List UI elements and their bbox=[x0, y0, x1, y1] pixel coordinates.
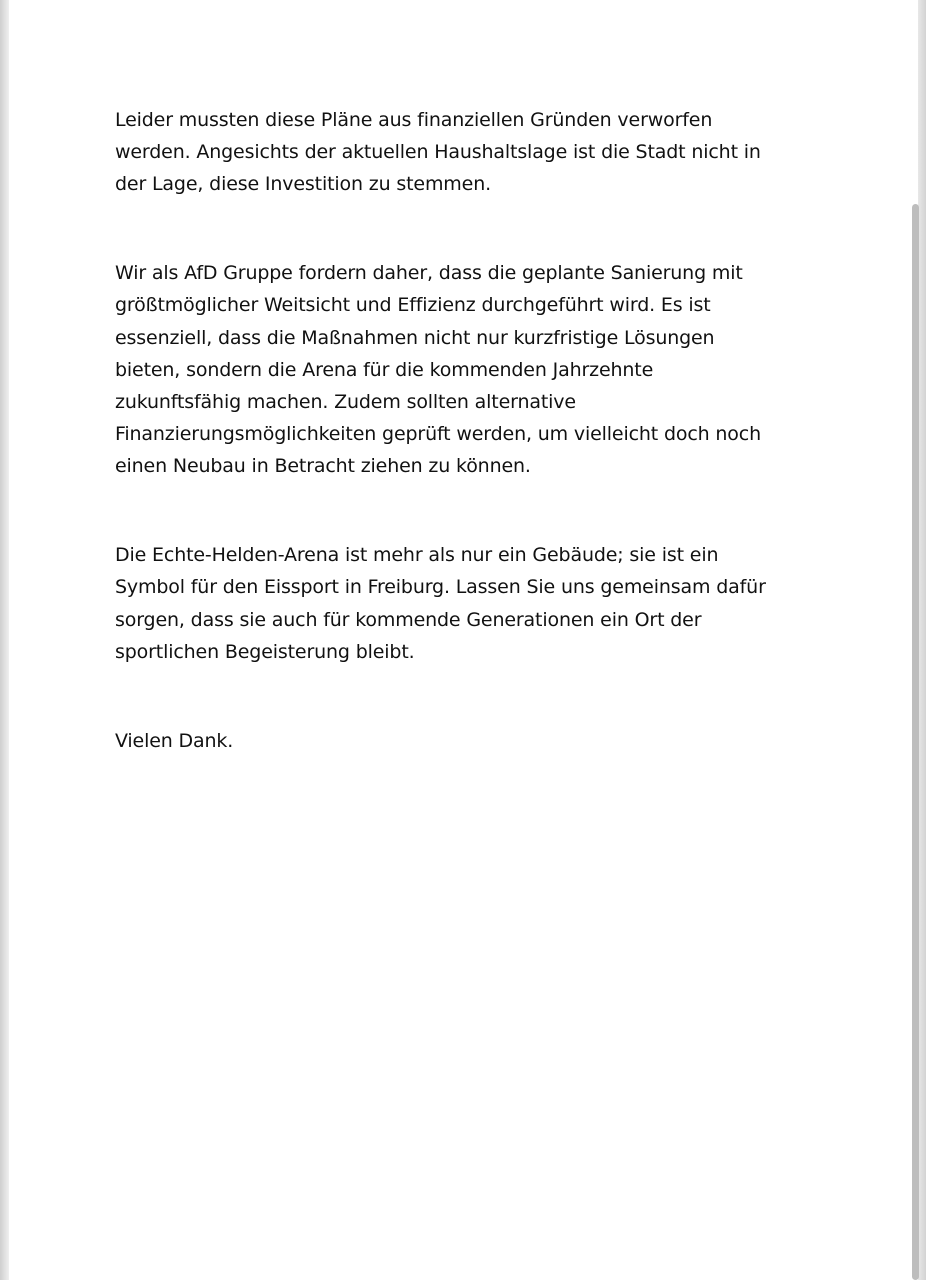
vertical-scrollbar[interactable] bbox=[912, 204, 919, 1280]
text-line: Vielen Dank. bbox=[115, 729, 234, 752]
text-line: der Lage, diese Investition zu stemmen. bbox=[115, 173, 491, 196]
document-page bbox=[9, 0, 918, 1280]
text-line: Wir als AfD Gruppe fordern daher, dass die geplante Sanierung mit bbox=[115, 262, 743, 285]
page-shadow bbox=[918, 0, 926, 1280]
text-line: bieten, sondern die Arena für die kommenden Jahrzehnte bbox=[115, 358, 654, 381]
text-line: größtmöglicher Weitsicht und Effizienz durchgeführt wird. Es ist bbox=[115, 294, 711, 317]
text-line: werden. Angesichts der aktuellen Haushaltslage ist die Stadt nicht in bbox=[115, 141, 761, 164]
paragraph-symbol bbox=[115, 539, 815, 668]
text-line: sportlichen Begeisterung bleibt. bbox=[115, 640, 415, 663]
text-line: zukunftsfähig machen. Zudem sollten alternative bbox=[115, 391, 576, 414]
text-line: sorgen, dass sie auch für kommende Generationen ein Ort der bbox=[115, 608, 702, 631]
text-line: Symbol für den Eissport in Freiburg. Lassen Sie uns gemeinsam dafür bbox=[115, 576, 766, 599]
text-line: Leider mussten diese Pläne aus finanziellen Gründen verworfen bbox=[115, 109, 713, 131]
text-line: einen Neubau in Betracht ziehen zu können. bbox=[115, 455, 531, 478]
text-line: Finanzierungsmöglichkeiten geprüft werden, um vielleicht doch noch bbox=[115, 423, 761, 446]
text-line: essenziell, dass die Maßnahmen nicht nur kurzfristige Lösungen bbox=[115, 326, 715, 349]
paragraph-spacer bbox=[115, 483, 815, 540]
paragraph-demand bbox=[115, 257, 815, 482]
document-body bbox=[115, 104, 815, 757]
paragraph-spacer bbox=[115, 668, 815, 725]
text-line: Die Echte-Helden-Arena ist mehr als nur ein Gebäude; sie ist ein bbox=[115, 544, 719, 567]
paragraph-closing bbox=[115, 725, 815, 757]
viewer-left-edge bbox=[0, 0, 9, 1280]
paragraph-budget bbox=[115, 104, 815, 201]
paragraph-spacer bbox=[115, 201, 815, 258]
